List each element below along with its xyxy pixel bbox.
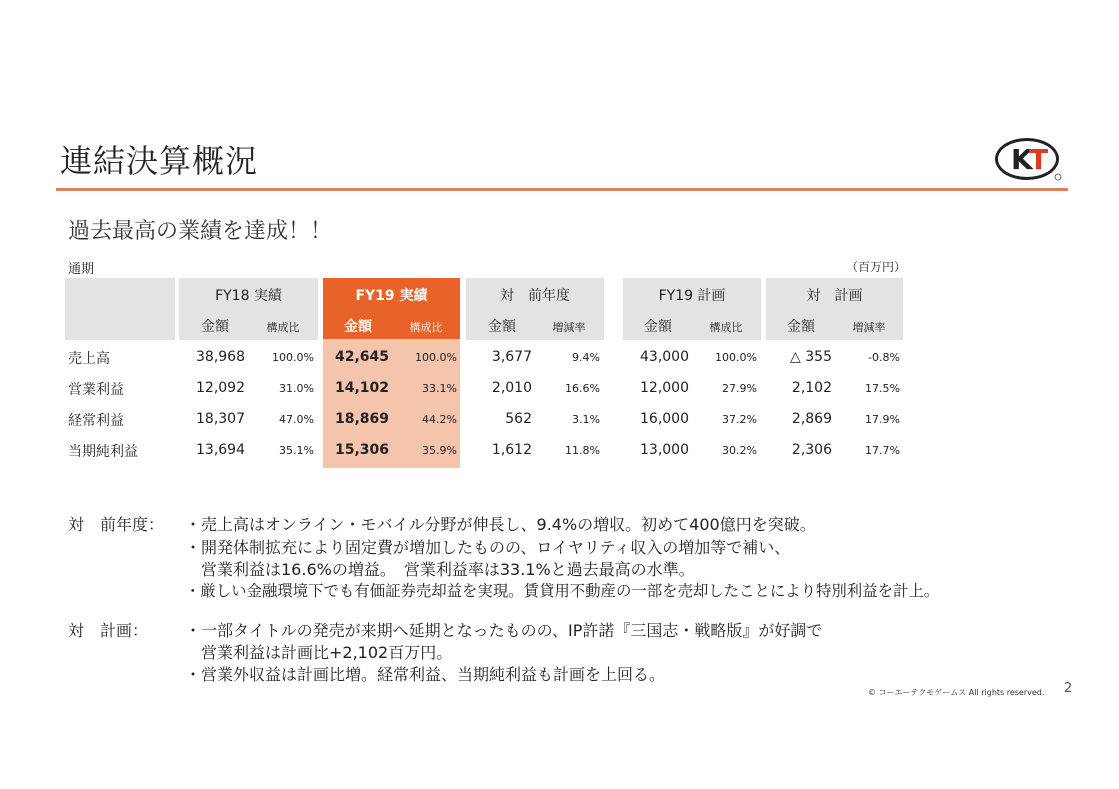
cell-prev-amount: 562 xyxy=(505,411,532,427)
sub-vsplan-amount: 金額 xyxy=(787,319,815,335)
cell-fy19-amount: 14,102 xyxy=(334,380,389,396)
cell-plan-amount: 43,000 xyxy=(640,349,689,365)
notes-plan-line: ・一部タイトルの発売が来期へ延期となったものの、IP許諾『三国志・戦略版』が好調で xyxy=(185,621,823,640)
cell-plan-ratio: 100.0% xyxy=(715,351,757,364)
page-title: 連結決算概況 xyxy=(60,142,259,180)
row-label-net-income: 当期純利益 xyxy=(68,444,138,460)
cell-fy18-ratio: 100.0% xyxy=(272,351,314,364)
sub-plan-amount: 金額 xyxy=(644,319,672,335)
cell-fy19-amount: 42,645 xyxy=(334,349,389,365)
row-label-sales: 売上高 xyxy=(68,351,110,367)
cell-fy18-amount: 12,092 xyxy=(196,380,245,396)
notes-prev-line: ・厳しい金融環境下でも有価証券売却益を実現。賃貸用不動産の一部を売却したことにより特別利益を計上。 xyxy=(185,582,940,600)
subtitle: 過去最高の業績を達成！！ xyxy=(68,219,333,244)
svg-text:K: K xyxy=(1011,143,1033,176)
header-plan-label: FY19 計画 xyxy=(658,288,726,304)
header-fy19-label: FY19 実績 xyxy=(355,288,428,304)
header-vs-prev-label: 対 前年度 xyxy=(500,288,570,304)
company-logo xyxy=(993,136,1065,184)
cell-fy19-ratio: 100.0% xyxy=(415,351,457,364)
sub-prev-rate: 増減率 xyxy=(552,321,586,334)
cell-vsplan-amount: △ 355 xyxy=(790,349,832,365)
notes-prev-line: 営業利益は16.6%の増益。 営業利益率は33.1%と過去最高の水準。 xyxy=(185,560,695,579)
cell-plan-amount: 13,000 xyxy=(640,442,689,458)
notes-prev-heading: 対 前年度： xyxy=(68,515,165,534)
sub-fy18-ratio: 構成比 xyxy=(266,321,300,334)
cell-vsplan-amount: 2,306 xyxy=(791,442,832,458)
header-vs-plan-label: 対 計画 xyxy=(806,288,863,304)
sub-plan-ratio: 構成比 xyxy=(709,321,743,334)
row-label-ordinary-profit: 経常利益 xyxy=(68,413,124,429)
cell-vsplan-rate: -0.8% xyxy=(868,351,900,364)
notes-plan-line: 営業利益は計画比+2,102百万円。 xyxy=(185,643,453,662)
cell-plan-amount: 16,000 xyxy=(640,411,689,427)
title-rule xyxy=(56,188,1068,191)
sub-fy19-amount: 金額 xyxy=(344,319,372,335)
copyright-footer: © コーエーテクモゲームス All rights reserved. xyxy=(868,688,1045,697)
cell-vsplan-amount: 2,869 xyxy=(791,411,832,427)
sub-fy19-ratio: 構成比 xyxy=(409,321,443,334)
cell-vsplan-rate: 17.5% xyxy=(865,382,900,395)
cell-vsplan-rate: 17.9% xyxy=(865,413,900,426)
cell-fy18-amount: 13,694 xyxy=(196,442,245,458)
notes-plan-heading: 対 計画： xyxy=(68,621,149,640)
cell-prev-rate: 9.4% xyxy=(572,351,600,364)
cell-fy18-ratio: 35.1% xyxy=(279,444,314,457)
cell-fy18-ratio: 31.0% xyxy=(279,382,314,395)
cell-plan-amount: 12,000 xyxy=(640,380,689,396)
sub-fy18-amount: 金額 xyxy=(201,319,229,335)
svg-text:T: T xyxy=(1029,143,1049,176)
page-number: 2 xyxy=(1064,681,1073,696)
cell-fy19-amount: 18,869 xyxy=(334,411,389,427)
cell-fy19-ratio: 44.2% xyxy=(422,413,457,426)
row-label-header-cell xyxy=(65,278,175,340)
cell-prev-rate: 3.1% xyxy=(572,413,600,426)
notes-prev-line: ・開発体制拡充により固定費が増加したものの、ロイヤリティ収入の増加等で補い、 xyxy=(185,538,791,557)
cell-plan-ratio: 30.2% xyxy=(722,444,757,457)
cell-fy19-ratio: 33.1% xyxy=(422,382,457,395)
period-label: 通期 xyxy=(68,262,95,277)
sub-prev-amount: 金額 xyxy=(488,319,516,335)
cell-vsplan-rate: 17.7% xyxy=(865,444,900,457)
notes-prev-line: ・売上高はオンライン・モバイル分野が伸長し、9.4%の増収。初めて400億円を突破。 xyxy=(185,515,816,534)
unit-label: （百万円） xyxy=(846,260,907,274)
cell-fy19-ratio: 35.9% xyxy=(422,444,457,457)
cell-prev-rate: 16.6% xyxy=(565,382,600,395)
cell-prev-amount: 1,612 xyxy=(491,442,532,458)
cell-fy18-amount: 38,968 xyxy=(196,349,245,365)
cell-fy19-amount: 15,306 xyxy=(334,442,389,458)
row-label-operating-profit: 営業利益 xyxy=(68,382,124,398)
cell-prev-amount: 2,010 xyxy=(491,380,532,396)
cell-fy18-ratio: 47.0% xyxy=(279,413,314,426)
cell-plan-ratio: 37.2% xyxy=(722,413,757,426)
cell-fy18-amount: 18,307 xyxy=(196,411,245,427)
sub-vsplan-rate: 増減率 xyxy=(852,321,886,334)
header-fy18-label: FY18 実績 xyxy=(215,288,282,304)
notes-plan-line: ・営業外収益は計画比増。経常利益、当期純利益も計画を上回る。 xyxy=(185,665,666,684)
cell-prev-rate: 11.8% xyxy=(565,444,600,457)
cell-vsplan-amount: 2,102 xyxy=(791,380,832,396)
cell-plan-ratio: 27.9% xyxy=(722,382,757,395)
cell-prev-amount: 3,677 xyxy=(491,349,532,365)
